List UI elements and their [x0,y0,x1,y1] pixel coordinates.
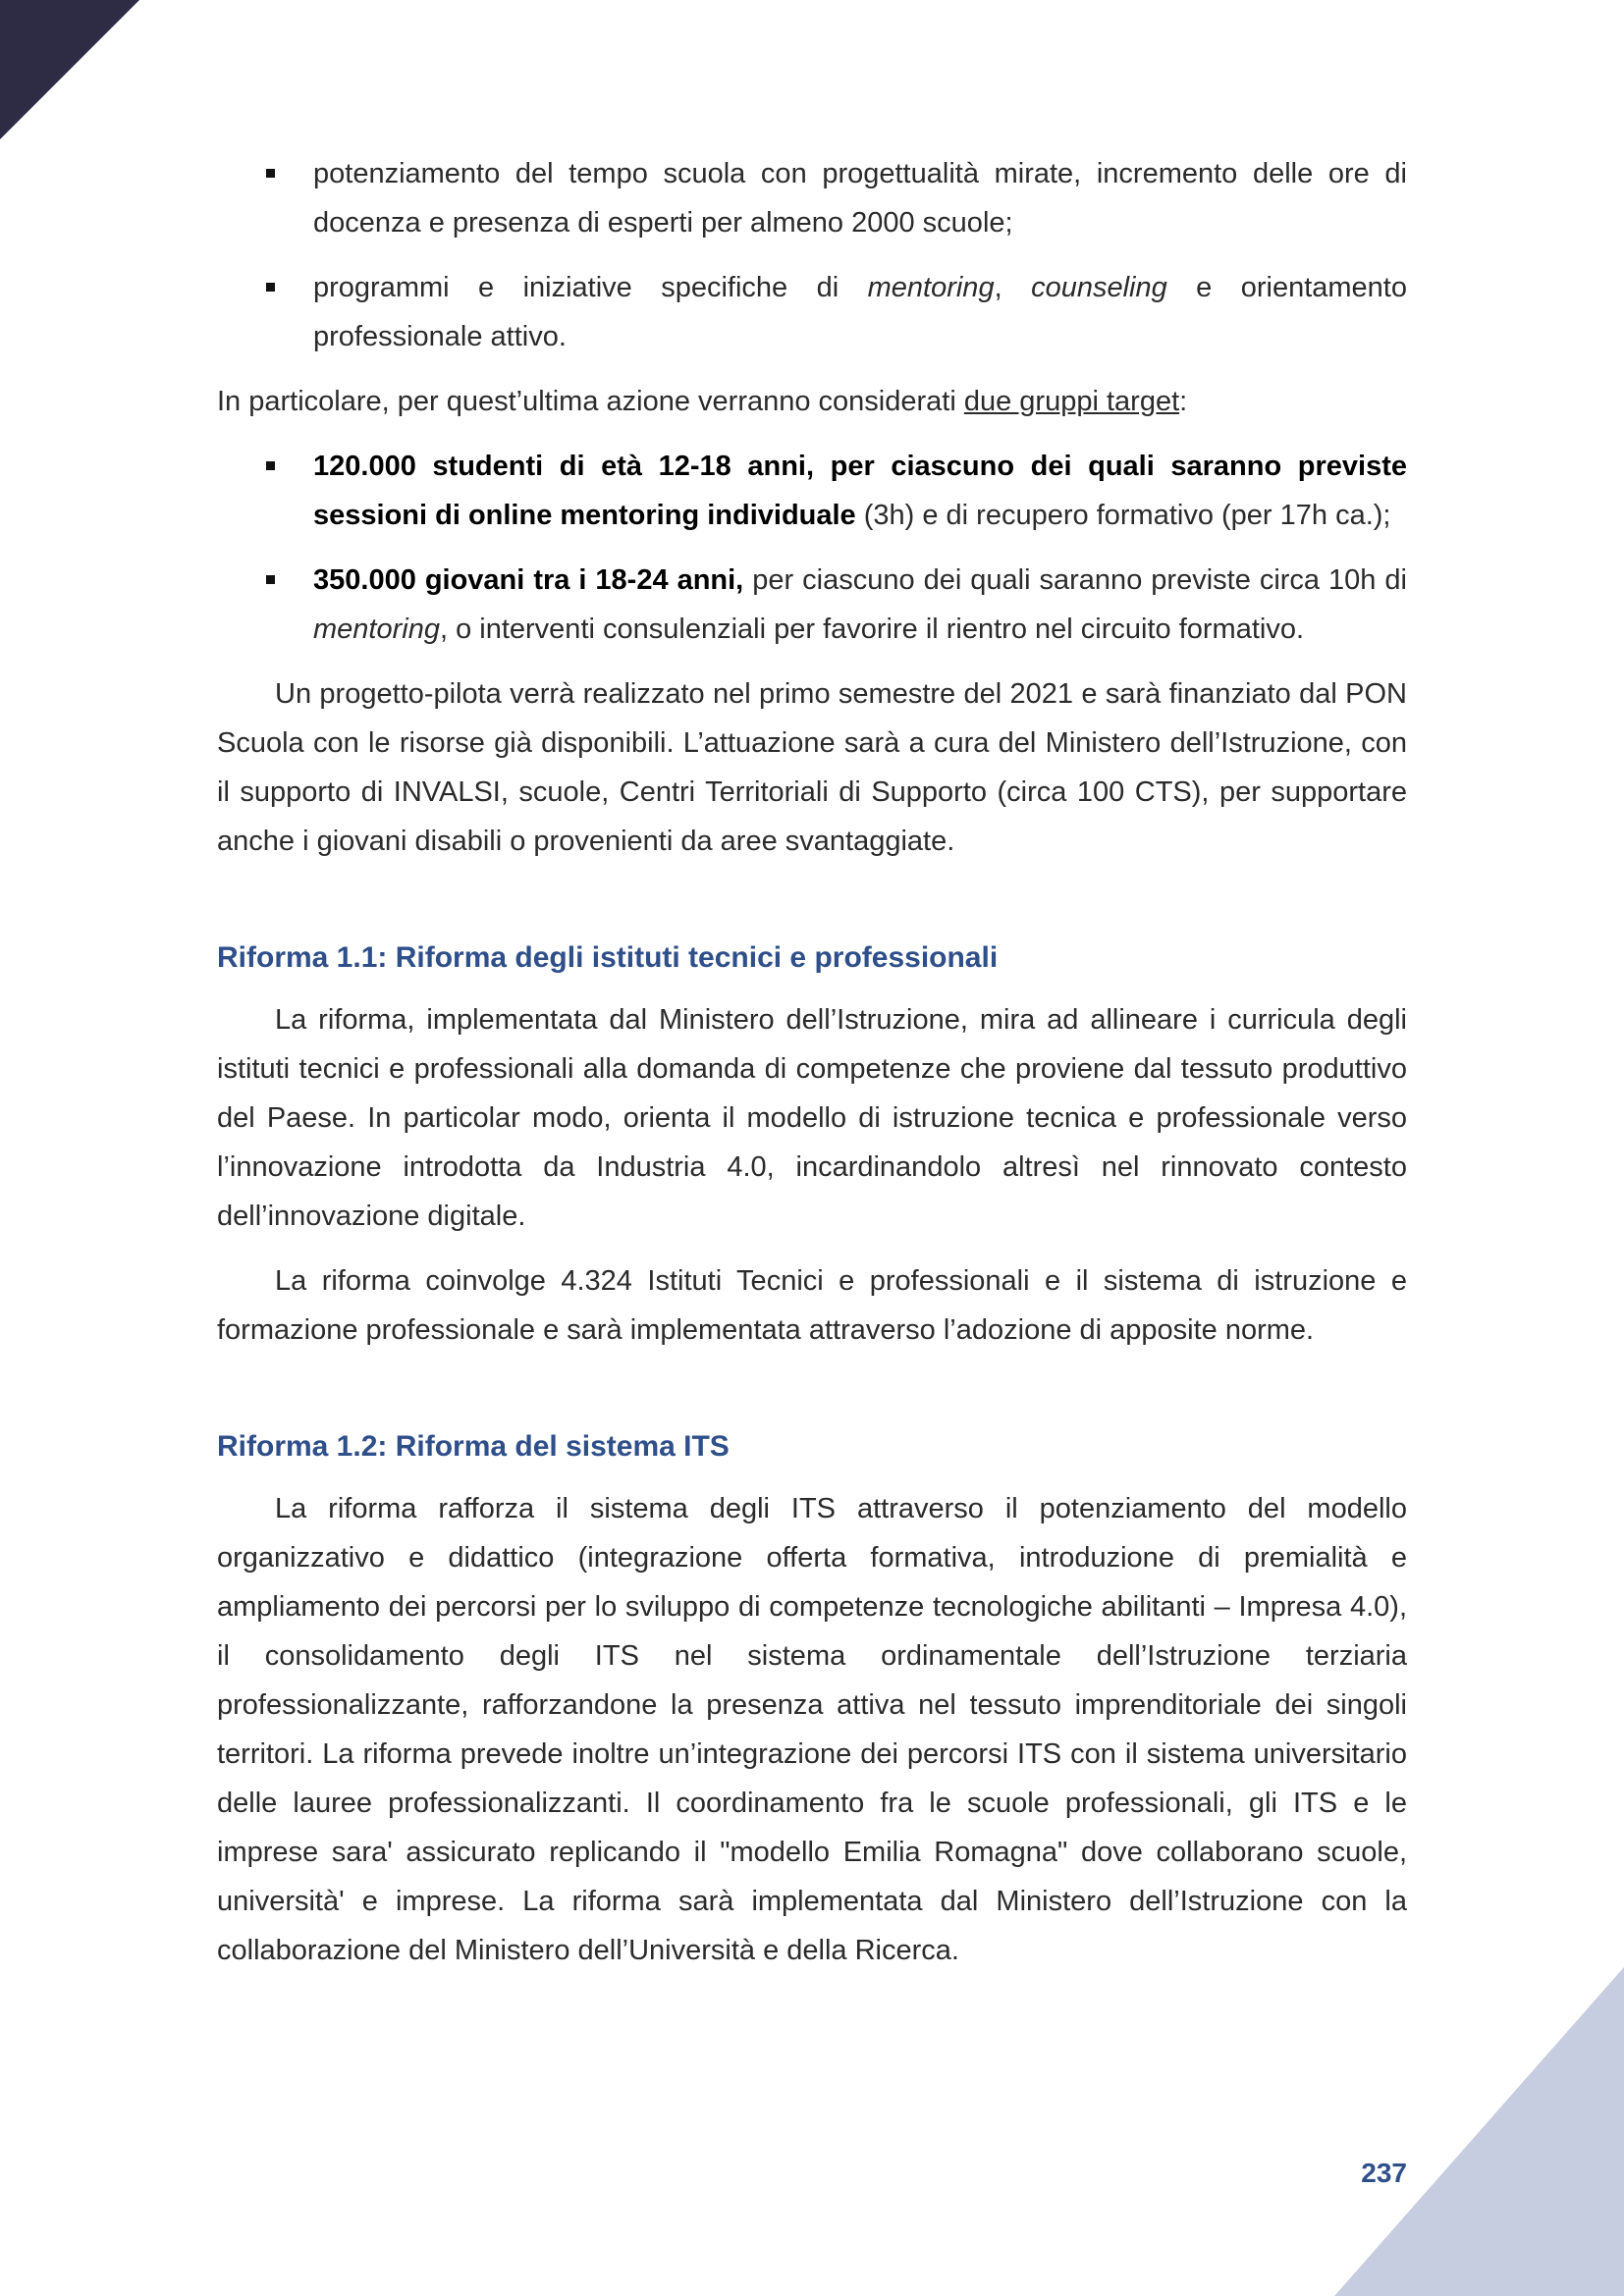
page-number: 237 [1361,2158,1407,2188]
underlined-term: due gruppi target [963,386,1180,417]
bold-text: 350.000 giovani tra i 18-24 anni, [313,564,744,596]
list-item-text: e orientamento professionale attivo. [313,272,1407,352]
list-item [217,442,1407,540]
page-content [217,149,1407,1991]
body-paragraph: La riforma rafforza il sistema degli ITS attraverso il potenziamento del modello organizzativo e didattico (integrazione offerta formativa, introduzione di premialità e ampliamento dei percorsi per lo sviluppo di competenze tecnologiche abilitanti – Impresa 4.0), il consolidamento degli ITS nel sistema ordinamentale dell’Istruzione terziaria professionalizzante, rafforzandone la presenza attiva nel tessuto imprenditoriale dei singoli territori. La riforma prevede inoltre un’integrazione dei percorsi ITS con il sistema universitario delle lauree professionalizzanti. Il coordinamento fra le scuole professionali, gli ITS e le imprese sara' assicurato replicando il "modello Emilia Romagna" dove collaborano scuole, università' e imprese. La riforma sarà implementata dal Ministero dell’Istruzione con la collaborazione del Ministero dell’Università e della Ricerca. [217,1493,1407,1966]
corner-decoration-bottom-right [1334,1967,1624,2296]
italic-term: mentoring [313,614,440,645]
list-item-text: potenziamento del tempo scuola con progettualità mirate, incremento delle ore di docenza e presenza di esperti per almeno 2000 scuole; [313,158,1407,239]
list-item-text: per ciascuno dei quali saranno previste circa 10h di [743,564,1407,596]
intro-text: In particolare, per quest’ultima azione verranno considerati [217,386,964,417]
pilot-paragraph: Un progetto-pilota verrà realizzato nel primo semestre del 2021 e sarà finanziato dal PON Scuola con le risorse già disponibili. L’attuazione sarà a cura del Ministero dell’Istruzione, con il supporto di INVALSI, scuole, Centri Territoriali di Supporto (circa 100 CTS), per supportare anche i giovani disabili o provenienti da aree svantaggiate. [217,678,1407,857]
list-item [217,556,1407,654]
section-heading: Riforma 1.1: Riforma degli istituti tecnici e professionali [217,941,999,974]
intro-text: : [1179,386,1188,417]
list-item-text: programmi e iniziative specifiche di [313,272,868,303]
italic-term: counseling [1031,272,1167,303]
list-item [217,263,1407,361]
list-item-text: , o interventi consulenziali per favorire il rientro nel circuito formativo. [439,614,1305,645]
body-paragraph: La riforma, implementata dal Ministero dell’Istruzione, mira ad allineare i curricula degli istituti tecnici e professionali alla domanda di competenze che proviene dal tessuto produttivo del Paese. In particolar modo, orienta il modello di istruzione tecnica e professionale verso l’innovazione introdotta da Industria 4.0, incardinandolo altresì nel rinnovato contesto dell’innovazione digitale. [217,1004,1407,1232]
bold-text: 120.000 studenti di età 12-18 anni, per ciascuno dei quali saranno previste sessioni di online mentoring individuale [313,451,1407,531]
intro-paragraph [217,377,1407,426]
list-item [217,149,1407,247]
list-item-text: , [994,272,1032,303]
bullet-list-measures [217,149,1407,361]
body-paragraph: La riforma coinvolge 4.324 Istituti Tecnici e professionali e il sistema di istruzione e formazione professionale e sarà implementata attraverso l’adozione di apposite norme. [217,1265,1407,1346]
bullet-list-targets [217,442,1407,654]
corner-decoration-top-left [0,0,139,139]
italic-term: mentoring [867,272,995,303]
section-heading: Riforma 1.2: Riforma del sistema ITS [217,1430,730,1463]
list-item-text: (3h) e di recupero formativo (per 17h ca.); [855,500,1391,531]
